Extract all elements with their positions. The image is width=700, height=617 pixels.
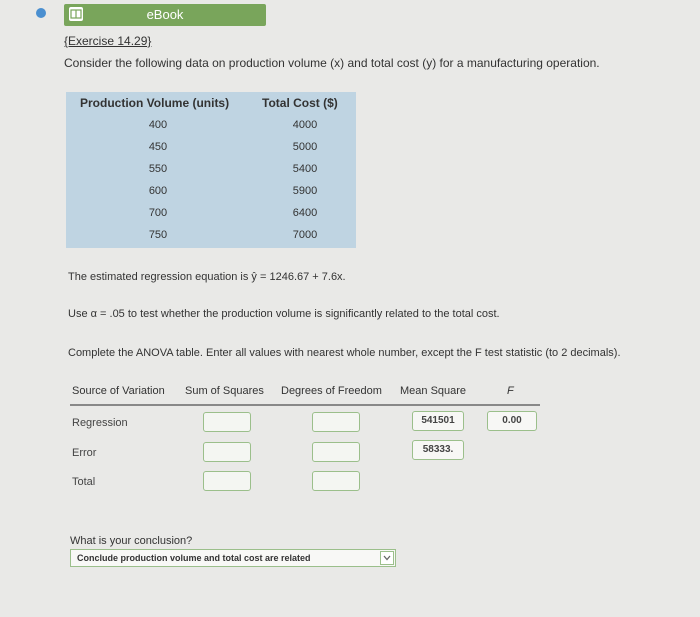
column-header-volume: Production Volume (units)	[80, 96, 230, 110]
data-table	[66, 92, 356, 248]
column-header-cost: Total Cost ($)	[262, 96, 338, 110]
table-cell: 4000	[292, 119, 318, 131]
exercise-link[interactable]: {Exercise 14.29}	[64, 34, 152, 48]
anova-header-f: F	[507, 385, 514, 397]
table-cell: 5000	[292, 141, 318, 153]
table-cell: 7000	[292, 229, 318, 241]
regression-ms-field[interactable]: 541501	[412, 411, 464, 431]
regression-ss-input[interactable]	[203, 412, 251, 432]
table-cell: 700	[148, 207, 168, 219]
chevron-down-icon[interactable]	[380, 551, 394, 565]
table-cell: 450	[148, 141, 168, 153]
conclusion-selected-value: Conclude production volume and total cost are related	[77, 553, 311, 563]
total-ss-input[interactable]	[203, 471, 251, 491]
anova-header-source: Source of Variation	[72, 385, 165, 397]
row-label-error: Error	[72, 447, 97, 459]
anova-instruction: Complete the ANOVA table. Enter all values with nearest whole number, except the F test statistic (to 2 decimals).	[68, 347, 621, 359]
error-ss-input[interactable]	[203, 442, 251, 462]
status-dot	[36, 8, 46, 18]
row-label-regression: Regression	[72, 417, 128, 429]
ebook-label: eBook	[146, 7, 184, 22]
anova-header-ss: Sum of Squares	[185, 385, 264, 397]
anova-header-df: Degrees of Freedom	[281, 385, 382, 397]
ebook-button[interactable]	[64, 4, 266, 26]
table-cell: 400	[148, 119, 168, 131]
regression-df-input[interactable]	[312, 412, 360, 432]
intro-text: Consider the following data on production volume (x) and total cost (y) for a manufacturing operation.	[64, 56, 600, 70]
table-cell: 5400	[292, 163, 318, 175]
table-cell: 6400	[292, 207, 318, 219]
total-df-input[interactable]	[312, 471, 360, 491]
f-statistic-field[interactable]: 0.00	[487, 411, 537, 431]
anova-header-ms: Mean Square	[400, 385, 467, 397]
regression-equation: The estimated regression equation is ŷ = 1246.67 + 7.6x.	[68, 271, 346, 283]
row-label-total: Total	[72, 476, 96, 488]
conclusion-select[interactable]	[70, 549, 396, 567]
error-ms-field[interactable]: 58333.	[412, 440, 464, 460]
table-cell: 550	[148, 163, 168, 175]
table-cell: 750	[148, 229, 168, 241]
conclusion-question: What is your conclusion?	[70, 535, 193, 547]
table-cell: 600	[148, 185, 168, 197]
table-cell: 5900	[292, 185, 318, 197]
anova-divider	[70, 404, 540, 406]
error-df-input[interactable]	[312, 442, 360, 462]
alpha-statement: Use α = .05 to test whether the production volume is significantly related to the total cost.	[68, 308, 500, 320]
